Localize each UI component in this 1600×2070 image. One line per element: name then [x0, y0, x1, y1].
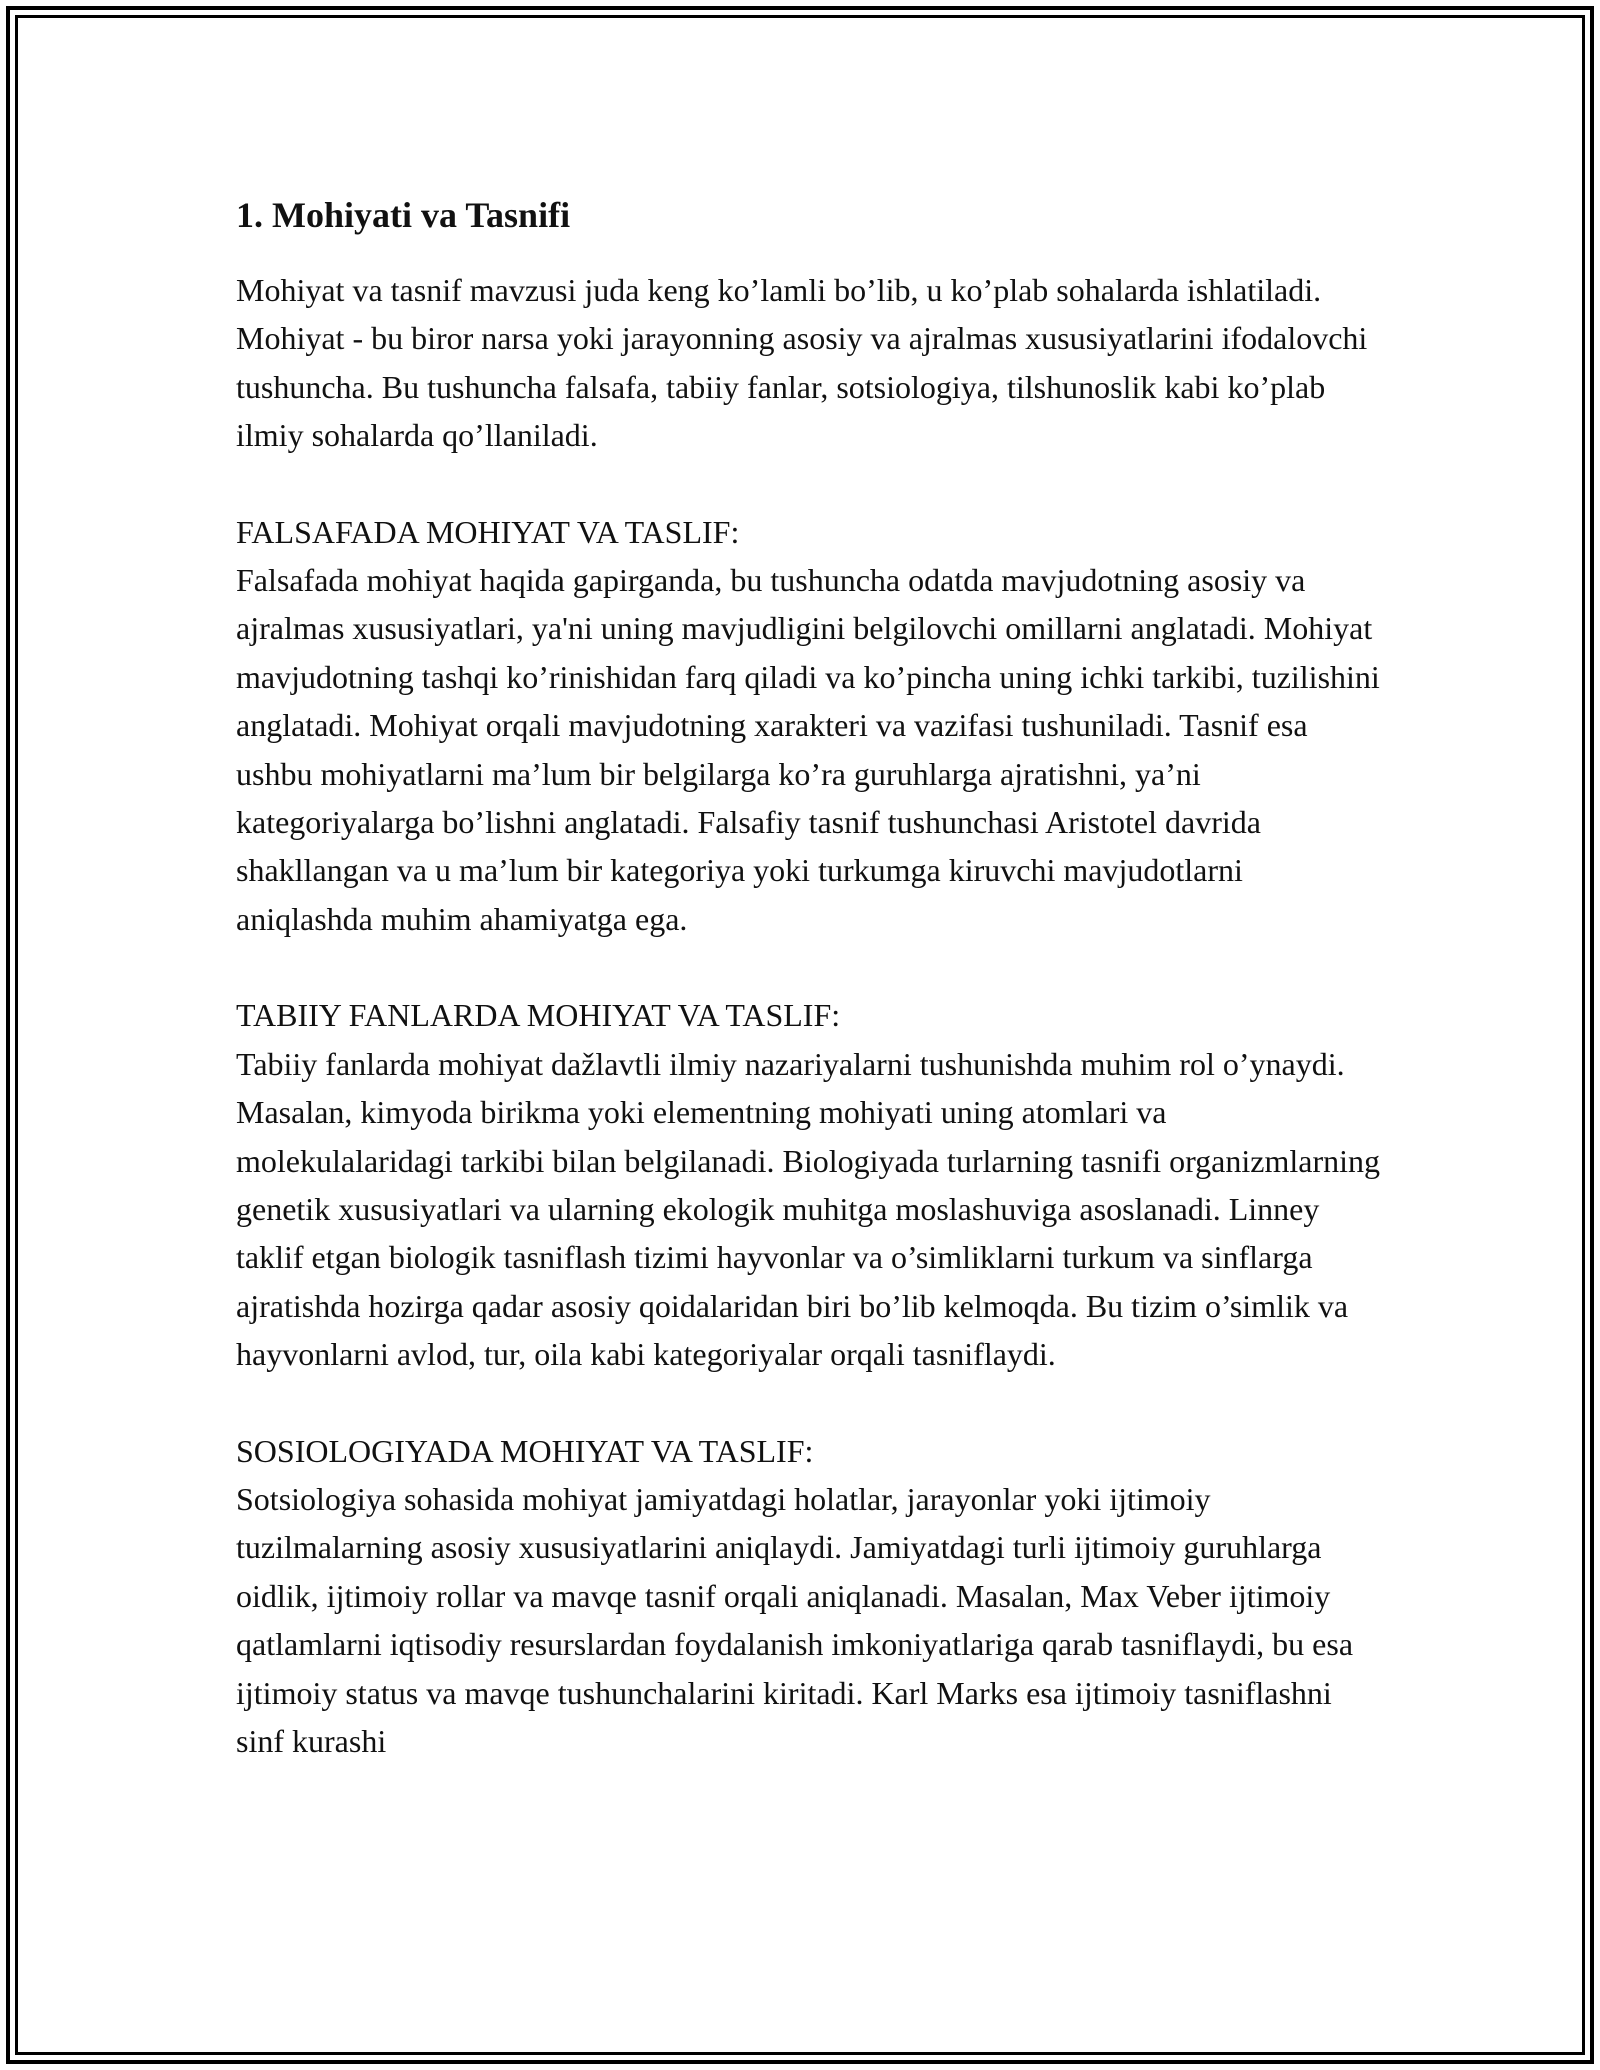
natural-sciences-paragraph: Tabiiy fanlarda mohiyat dažlavtli ilmiy nazariyalarni tushunishda muhim rol o’ynaydi. Masalan, kimyoda birikma yoki elementning mohiyati uning atomlari va molekulalaridagi tarkibi bilan belgilanadi. Biologiyada turlarning tasnifi organizmlarning genetik xususiyatlari va ularning ekologik muhitga moslashuviga asoslanadi. Linney taklif etgan biologik tasniflash tizimi hayvonlar va o’simliklarni turkum va sinflarga ajratishda hozirga qadar asosiy qoidalaridan biri bo’lib kelmoqda. Bu tizim o’simlik va hayvonlarni avlod, tur, oila kabi kategoriyalar orqali tasniflaydi.: [236, 1045, 1380, 1373]
intro-paragraph: Mohiyat va tasnif mavzusi juda keng ko’lamli bo’lib, u ko’plab sohalarda ishlatiladi. Mohiyat - bu biror narsa yoki jarayonning asosiy va ajralmas xususiyatlarini ifodalovchi tushuncha. Bu tushuncha falsafa, tabiiy fanlar, sotsiologiya, tilshunoslik kabi ko’plab ilmiy sohalarda qo’llaniladi.: [236, 272, 1368, 454]
philosophy-title: FALSAFADA MOHIYAT VA TASLIF:: [236, 513, 740, 550]
sociology-paragraph: Sotsiologiya sohasida mohiyat jamiyatdagi holatlar, jarayonlar yoki ijtimoiy tuzilmalarning asosiy xususiyatlarini aniqlaydi. Jamiyatdagi turli ijtimoiy guruhlarga oidlik, ijtimoiy rollar va mavqe tasnif orqali aniqlanadi. Masalan, Max Veber ijtimoiy qatlamlarni iqtisodiy resurslardan foydalanish imkoniyatlariga qarab tasniflaydi, bu esa ijtimoiy status va mavqe tushunchalarini kiritadi. Karl Marks esa ijtimoiy tasniflashni sinf kurashi: [236, 1480, 1354, 1759]
philosophy-paragraph: Falsafada mohiyat haqida gapirganda, bu tushuncha odatda mavjudotning asosiy va ajralmas xususiyatlari, ya'ni uning mavjudligini belgilovchi omillarni anglatadi. Mohiyat mavjudotning tashqi ko’rinishidan farq qiladi va ko’pincha uning ichki tarkibi, tuzilishini anglatadi. Mohiyat orqali mavjudotning xarakteri va vazifasi tushuniladi. Tasnif esa ushbu mohiyatlarni ma’lum bir belgilarga ko’ra guruhlarga ajratishni, ya’ni kategoriyalarga bo’lishni anglatadi. Falsafiy tasnif tushunchasi Aristotel davrida shakllangan va u ma’lum bir kategoriya yoki turkumga kiruvchi mavjudotlarni aniqlashda muhim ahamiyatga ega.: [236, 562, 1380, 937]
document-content: [236, 188, 1386, 1765]
section-heading: 1. Mohiyati va Tasnifi: [236, 195, 571, 235]
sociology-title: SOSIOLOGIYADA MOHIYAT VA TASLIF:: [236, 1432, 814, 1469]
natural-sciences-title: TABIIY FANLARDA MOHIYAT VA TASLIF:: [236, 997, 841, 1034]
